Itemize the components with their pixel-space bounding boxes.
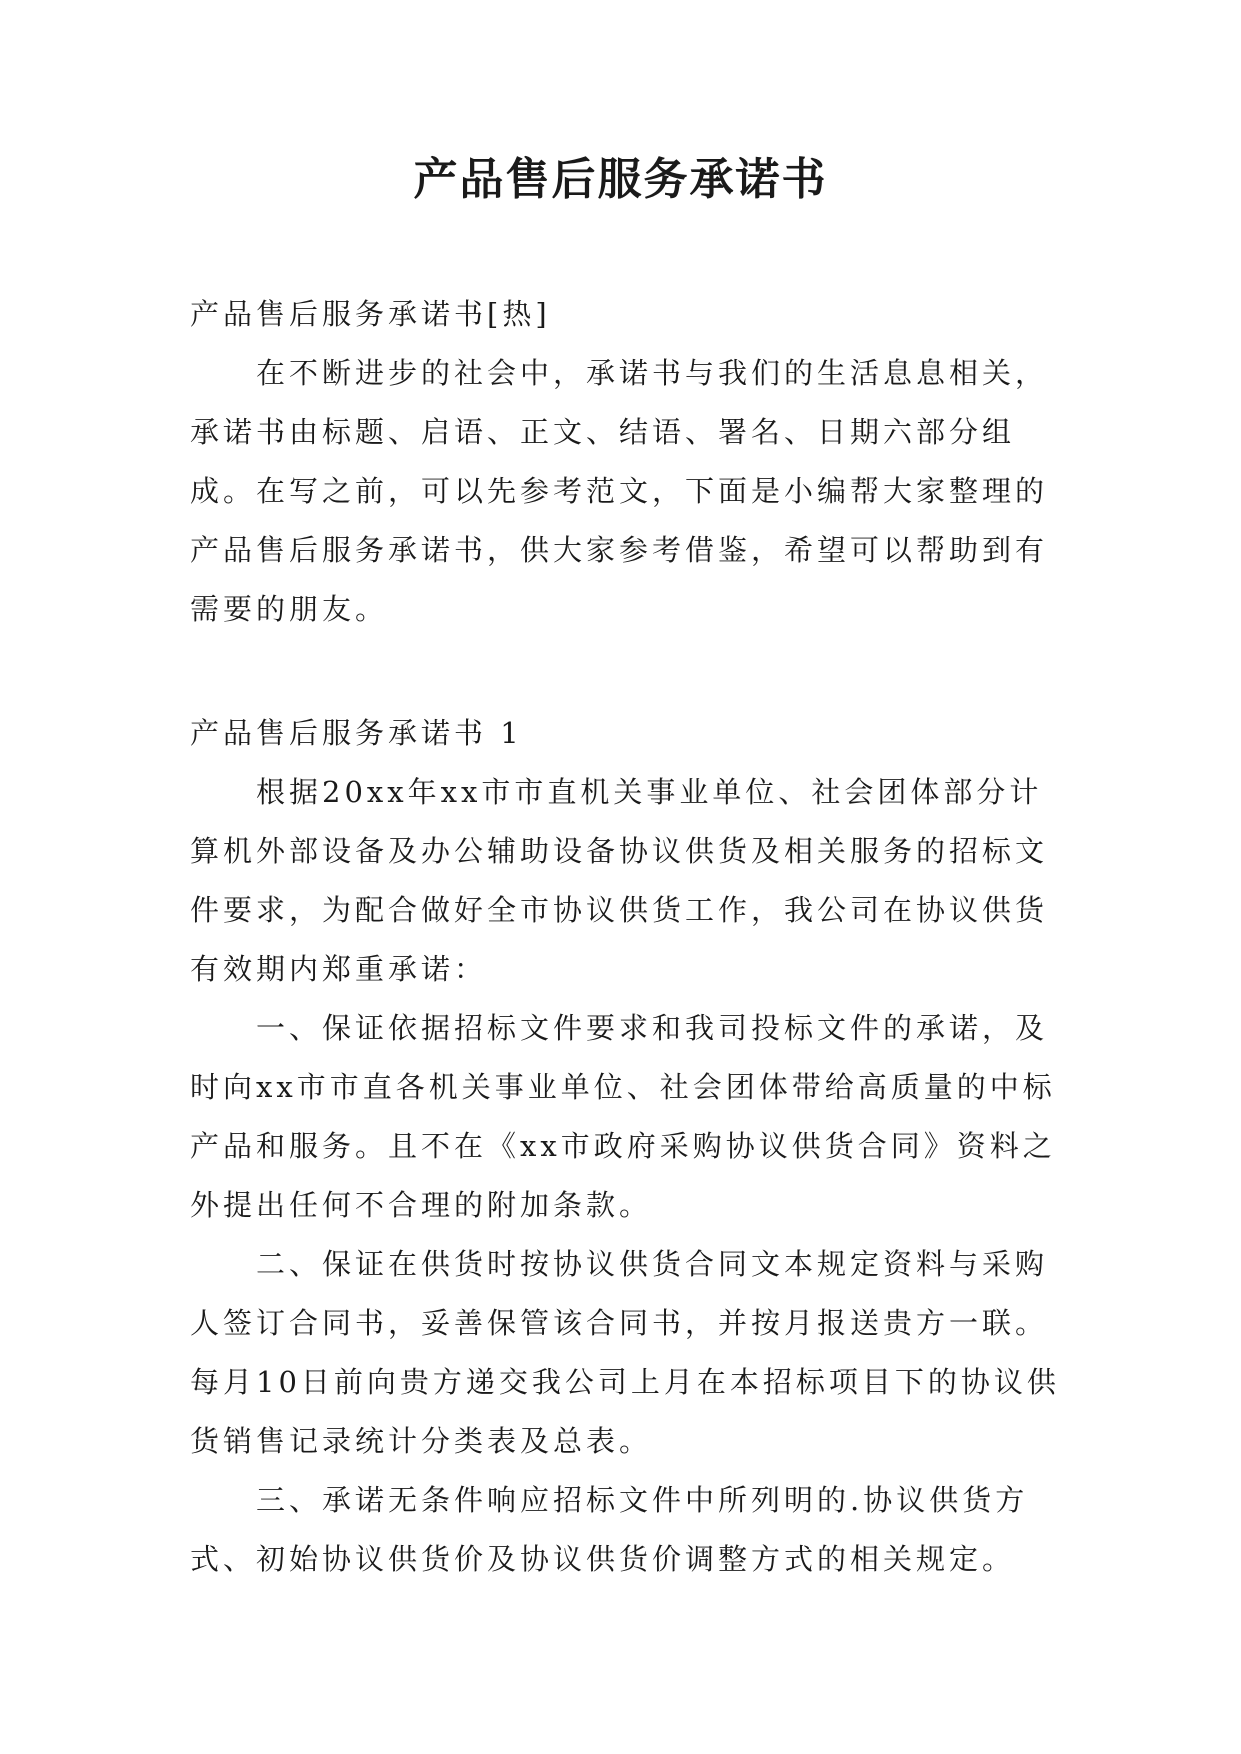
paragraph-4: 三、承诺无条件响应招标文件中所列明的.协议供货方式、初始协议供货价及协议供货价调整方式的相关规定。 <box>190 1483 1029 1576</box>
intro-heading: 产品售后服务承诺书[热] <box>190 297 551 331</box>
section-heading: 产品售后服务承诺书 1 <box>190 716 523 750</box>
paragraph-3: 二、保证在供货时按协议供货合同文本规定资料与采购人签订合同书，妥善保管该合同书，并按月报送贵方一联。每月10日前向贵方递交我公司上月在本招标项目下的协议供货销售记录统计分类表及总表。 <box>190 1247 1060 1458</box>
document-body <box>190 285 1070 1589</box>
page-title: 产品售后服务承诺书 <box>413 154 828 205</box>
section-spacer <box>190 639 1070 704</box>
intro-paragraph: 在不断进步的社会中，承诺书与我们的生活息息相关，承诺书由标题、启语、正文、结语、署名、日期六部分组成。在写之前，可以先参考范文，下面是小编帮大家整理的产品售后服务承诺书，供大家参考借鉴，希望可以帮助到有需要的朋友。 <box>190 356 1049 626</box>
paragraph-2: 一、保证依据招标文件要求和我司投标文件的承诺，及时向xx市市直各机关事业单位、社会团体带给高质量的中标产品和服务。且不在《xx市政府采购协议供货合同》资料之外提出任何不合理的附加条款。 <box>190 1011 1056 1222</box>
paragraph-1: 根据20xx年xx市市直机关事业单位、社会团体部分计算机外部设备及办公辅助设备协议供货及相关服务的招标文件要求，为配合做好全市协议供货工作，我公司在协议供货有效期内郑重承诺： <box>190 775 1049 986</box>
